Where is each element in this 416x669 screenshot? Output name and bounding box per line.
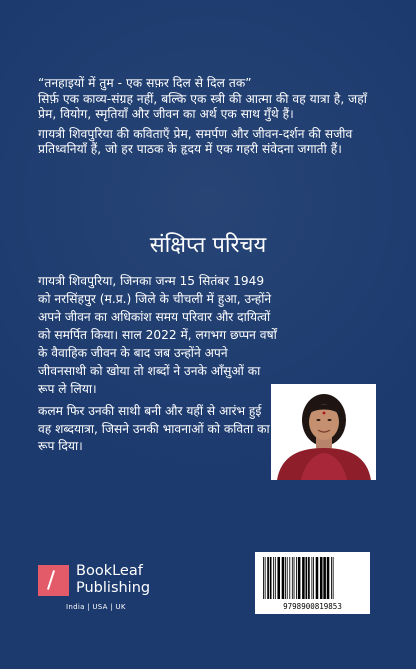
barcode-bar <box>287 557 288 599</box>
author-portrait-image <box>271 384 376 480</box>
barcode-bar <box>270 557 272 599</box>
barcode-bar <box>327 557 330 599</box>
blurb-description: सिर्फ़ एक काव्य-संग्रह नहीं, बल्कि एक स्त्री की आत्मा की वह यात्रा है, जहाँ प्रेम, वियोग, स्मृतियाँ और जीवन का अर्थ एक साथ गुँथे हैं। <box>38 91 367 122</box>
barcode-bar <box>265 557 266 599</box>
barcode-bar <box>316 557 319 599</box>
barcode-bar <box>292 557 293 599</box>
barcode-bar <box>296 557 297 599</box>
bio-paragraph-2: कलम फिर उनकी साथी बनी और यहीं से आरंभ हुई वह शब्दयात्रा, जिसने उनकी भावनाओं को कविता का रूप दिया। <box>38 403 270 454</box>
barcode-bar <box>267 557 269 599</box>
logo-slash-icon <box>47 570 55 590</box>
section-heading: संक्षिप्त परिचय <box>149 233 267 258</box>
barcode-bar <box>308 557 310 599</box>
bio-paragraph-1: गायत्री शिवपुरिया, जिनका जन्म 15 सितंबर 1949 को नरसिंहपुर (म.प्र.) जिले के चीचली में हुआ, उन्होंने अपने जीवन का अधिकांश समय परिवार और दायित्वों को समर्पित किया। साल 2022 में, लगभग छप्पन वर्षों के वैवाहिक जीवन के बाद जब उन्होंने अपने जीवनसाथी को खोया तो शब्दों ने उनके आँसुओं का रूप ले लिया। <box>38 274 277 396</box>
publisher-regions: India | USA | UK <box>66 603 126 611</box>
barcode-bar <box>306 557 308 599</box>
blurb-quote-title: “तनहाइयों में तुम - एक सफ़र दिल से दिल तक” <box>38 76 252 90</box>
blurb-poetry-note: गायत्री शिवपुरिया की कविताएँ प्रेम, समर्पण और जीवन-दर्शन की सजीव प्रतिध्वनियाँ हैं, जो हर पाठक के हृदय में एक गहरी संवेदना जगाती हैं। <box>38 126 353 157</box>
barcode-bar <box>275 557 276 599</box>
barcode-bar <box>289 557 290 599</box>
publisher-logo <box>38 565 178 615</box>
barcode-bar <box>277 557 280 599</box>
barcode-bar <box>285 557 286 599</box>
barcode-bar <box>333 557 334 599</box>
bookleaf-logo-icon <box>38 565 69 596</box>
publisher-name: BookLeaf Publishing <box>76 563 151 596</box>
barcode-bar <box>282 557 285 599</box>
barcode-bar <box>323 557 326 599</box>
barcode-bars <box>261 557 364 601</box>
barcode-bar <box>273 557 274 599</box>
author-photo <box>271 384 376 480</box>
barcode-bar <box>320 557 323 599</box>
barcode-bar <box>331 557 332 599</box>
blurb <box>38 76 381 158</box>
barcode-bar <box>298 557 301 599</box>
isbn-number: 9798900819853 <box>283 602 342 611</box>
barcode-bar <box>311 557 312 599</box>
barcode-bar <box>302 557 305 599</box>
barcode-bar <box>294 557 295 599</box>
isbn-barcode <box>255 552 370 614</box>
barcode-bar <box>263 557 264 599</box>
author-bio <box>38 273 278 456</box>
barcode-bar <box>313 557 314 599</box>
